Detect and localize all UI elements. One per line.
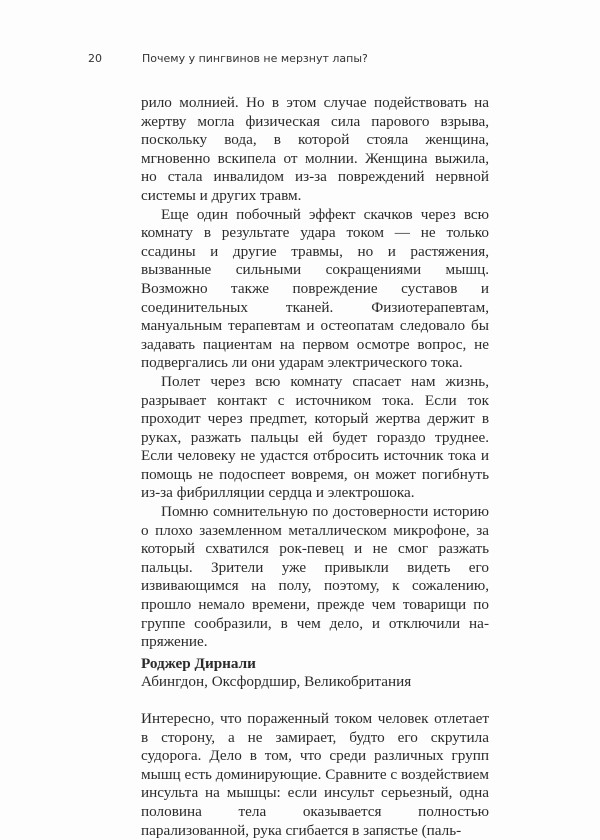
author-name: Роджер Дирнали: [141, 654, 256, 672]
paragraph: Полет через всю комнату спасает нам жизнь, разрывает контакт с источником тока. Если ток проходит через предmет, который жертва держит в руках, разжать пальцы ей будет гораздо труднее. Если человеку не удастся отбросить источник тока и помощь не подоспеет вовремя, он может погибнуть из-за фибрилляции сердца и электрошока.: [141, 372, 489, 502]
paragraph-continuation: рило молнией. Но в этом случае подействовать на жертву могла физическая сила парового взрыва, поскольку вода, в которой стояла женщина, мгновенно вскипела от молнии. Женщина выжила, но стала инвалидом из-за повреждений нервной системы и других травм.: [141, 94, 489, 204]
author-location: Абингдон, Оксфордшир, Великобритания: [141, 673, 412, 691]
paragraph: Помню сомнительную по достоверности историю о плохо заземленном металлическом микрофоне, за который схватился рок-певец и не смог разжать пальцы. Зрители уже привыкли видеть его извивающимся на полу, поэтому, к сожалению, прошло немало времени, прежде чем товарищи по группе сообразили, в чем дело, и отключили напряжение.: [141, 503, 489, 651]
answer-paragraph: Интересно, что пораженный током человек отлетает в сторону, а не замирает, будто его скрутила судорога. Дело в том, что среди различных групп мышц есть доминирующие. Сравните с воздействием инсульта на мышцы: если инсульт серьезный, одна половина тела оказывается полностью парализованной, рука сгибается в запястье (паль-: [141, 710, 489, 839]
paragraph: Еще один побочный эффект скачков через всю комнату в результате удара током — не только ссадины и другие травмы, но и растяжения, вызванные сильными сокращениями мышц. Возможно также повреждение суставов и соединительных тканей. Физиотерапевтам, мануальным терапевтам и остеопатам следовало бы задавать пациентам на первом осмотре вопрос, не подвергались ли они ударам электрического тока.: [141, 205, 489, 372]
page-number: 20: [88, 52, 102, 65]
running-title: Почему у пингвинов не мерзнут лапы?: [142, 52, 368, 65]
section-gap: [141, 692, 489, 710]
body-text: [141, 94, 489, 840]
running-head: [88, 52, 368, 65]
